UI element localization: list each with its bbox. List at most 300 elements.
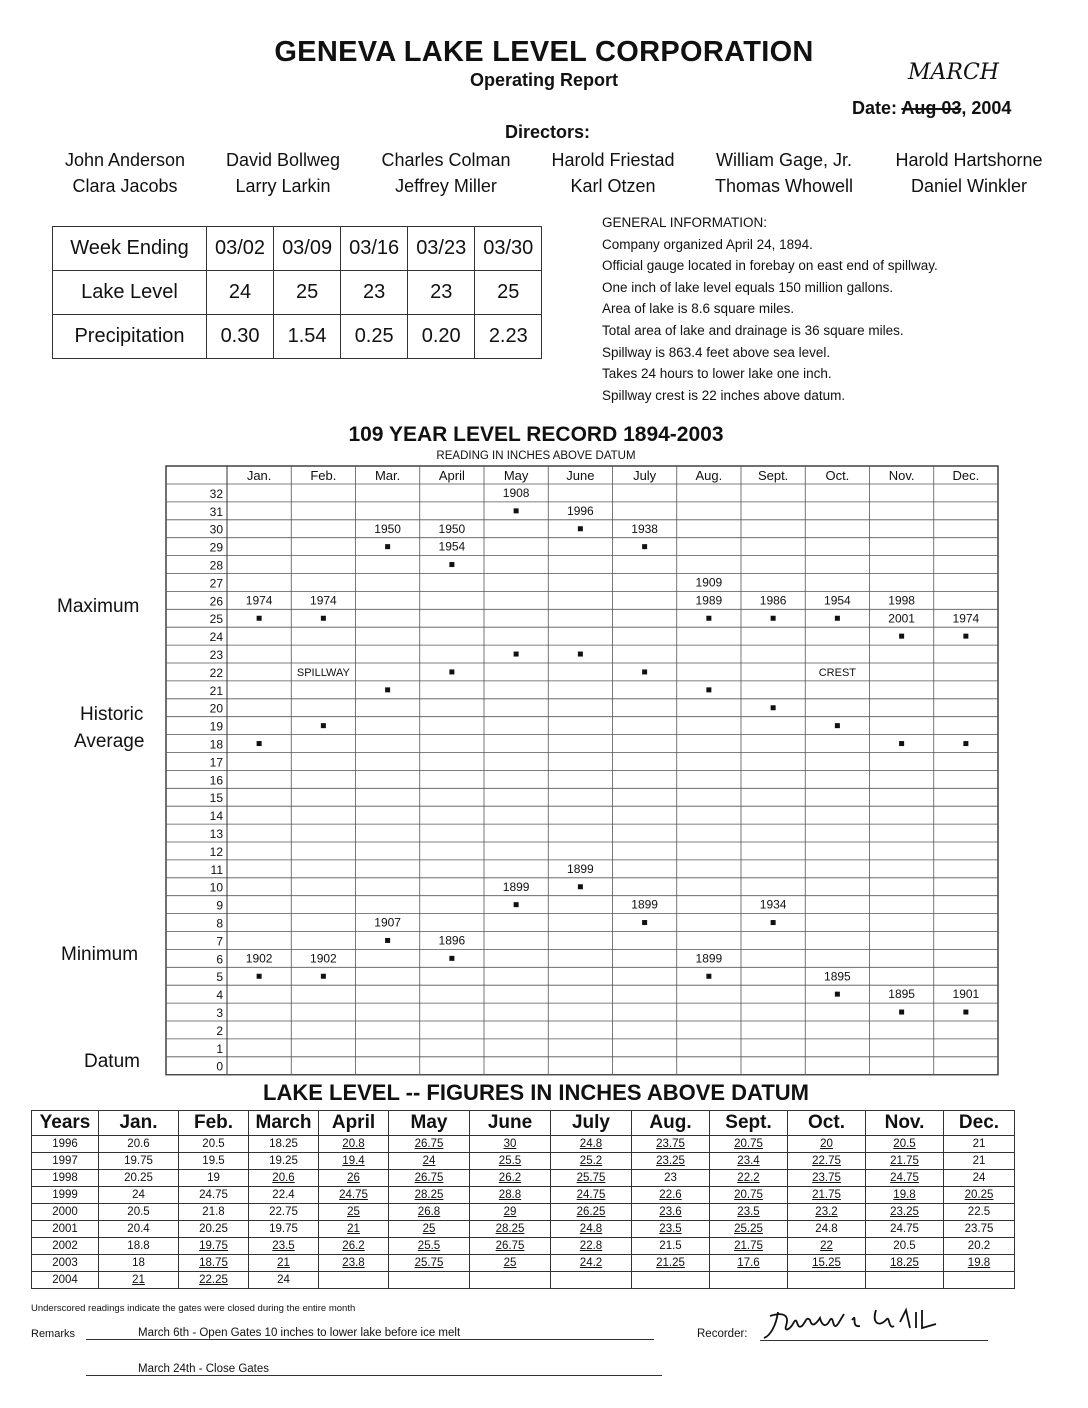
level-value-cell: 25 bbox=[389, 1221, 470, 1238]
side-label-maximum: Maximum bbox=[57, 596, 140, 617]
director-name: Charles Colman bbox=[381, 150, 511, 170]
level-value-cell bbox=[866, 1272, 944, 1289]
year-label: 1899 bbox=[502, 879, 530, 894]
month-label: Feb. bbox=[310, 468, 337, 483]
y-tick-label: 26 bbox=[209, 594, 223, 609]
data-point bbox=[321, 616, 326, 621]
level-label: Lake Level bbox=[53, 271, 207, 315]
level-cell: 25 bbox=[475, 271, 542, 315]
level-value-cell: 20.8 bbox=[319, 1136, 389, 1153]
crest-label: CREST bbox=[818, 666, 857, 679]
y-tick-label: 10 bbox=[209, 880, 223, 895]
level-value-cell: 21 bbox=[319, 1221, 389, 1238]
data-point bbox=[642, 544, 647, 549]
director-name: Clara Jacobs bbox=[72, 176, 178, 196]
general-info-line: Company organized April 24, 1894. bbox=[602, 236, 813, 252]
level-value-cell: 21.8 bbox=[179, 1204, 249, 1221]
y-tick-label: 23 bbox=[209, 648, 223, 662]
level-value-cell: 19.25 bbox=[249, 1153, 319, 1170]
year-label: 1974 bbox=[245, 593, 273, 608]
level-value-cell: 22.25 bbox=[179, 1272, 249, 1289]
level-value-cell: 21 bbox=[944, 1153, 1015, 1170]
data-point bbox=[899, 741, 904, 746]
level-value-cell: 24 bbox=[99, 1187, 179, 1204]
y-tick-label: 21 bbox=[209, 683, 223, 698]
director-name: Thomas Whowell bbox=[714, 176, 854, 196]
month-label: Dec. bbox=[952, 468, 980, 483]
y-tick-label: 11 bbox=[210, 862, 223, 877]
table-row bbox=[32, 1136, 1015, 1153]
y-tick-label: 4 bbox=[216, 988, 223, 1003]
week-cell: 03/16 bbox=[341, 227, 408, 271]
level-value-cell: 18.8 bbox=[99, 1238, 179, 1255]
year-label: 1899 bbox=[631, 897, 658, 912]
level-value-cell bbox=[788, 1272, 866, 1289]
data-point bbox=[257, 616, 262, 621]
data-point bbox=[706, 616, 711, 621]
level-value-cell: 26.2 bbox=[319, 1238, 389, 1255]
level-value-cell: 19.75 bbox=[249, 1221, 319, 1238]
level-value-cell: 20.5 bbox=[179, 1136, 249, 1153]
level-cell: 25 bbox=[274, 271, 341, 315]
table-row bbox=[32, 1153, 1015, 1170]
year-label: 1934 bbox=[759, 897, 787, 912]
year-label: 1899 bbox=[695, 951, 723, 966]
y-tick-label: 27 bbox=[209, 576, 223, 591]
month-label: Jan. bbox=[246, 468, 272, 483]
level-value-cell: 28.25 bbox=[470, 1221, 551, 1238]
level-value-cell: 19.75 bbox=[99, 1153, 179, 1170]
level-value-cell bbox=[944, 1272, 1015, 1289]
date-struck-value: Aug 03 bbox=[901, 98, 962, 118]
level-cell: 23 bbox=[408, 271, 475, 315]
level-value-cell: 24.75 bbox=[319, 1187, 389, 1204]
level-value-cell: 24.8 bbox=[551, 1136, 632, 1153]
data-point bbox=[321, 974, 326, 979]
data-point bbox=[449, 669, 454, 674]
precip-label: Precipitation bbox=[53, 315, 207, 359]
level-value-cell: 21 bbox=[944, 1136, 1015, 1153]
level-value-cell bbox=[551, 1272, 632, 1289]
level-value-cell: 26.75 bbox=[470, 1238, 551, 1255]
month-label: May bbox=[503, 468, 529, 483]
level-value-cell: 26.75 bbox=[389, 1136, 470, 1153]
level-value-cell: 21 bbox=[249, 1255, 319, 1272]
level-value-cell: 18.25 bbox=[249, 1136, 319, 1153]
director-name: Karl Otzen bbox=[570, 176, 656, 196]
year-label: 1895 bbox=[824, 969, 851, 984]
data-point bbox=[771, 920, 776, 925]
data-point bbox=[835, 992, 840, 997]
data-point bbox=[321, 723, 326, 728]
level-value-cell: 23.2 bbox=[788, 1204, 866, 1221]
figures-column-header: Years bbox=[32, 1111, 99, 1136]
y-tick-label: 14 bbox=[209, 809, 223, 824]
table-row bbox=[32, 1272, 1015, 1289]
level-value-cell: 25.5 bbox=[389, 1238, 470, 1255]
level-value-cell: 18 bbox=[99, 1255, 179, 1272]
table-row bbox=[32, 1187, 1015, 1204]
data-point bbox=[385, 938, 390, 943]
level-value-cell: 24.75 bbox=[866, 1170, 944, 1187]
side-label-datum: Datum bbox=[84, 1051, 140, 1072]
data-point bbox=[257, 974, 262, 979]
month-label: Sept. bbox=[757, 468, 789, 483]
level-value-cell bbox=[710, 1272, 788, 1289]
y-tick-label: 22 bbox=[209, 665, 223, 680]
level-value-cell: 17.6 bbox=[710, 1255, 788, 1272]
data-point bbox=[449, 956, 454, 961]
director-name: Daniel Winkler bbox=[910, 176, 1028, 196]
figures-column-header: May bbox=[389, 1111, 470, 1136]
year-cell: 1998 bbox=[32, 1170, 99, 1187]
y-tick-label: 12 bbox=[209, 844, 223, 859]
y-tick-label: 9 bbox=[216, 898, 223, 913]
level-value-cell: 25.75 bbox=[389, 1255, 470, 1272]
level-value-cell bbox=[632, 1272, 710, 1289]
level-value-cell: 22.4 bbox=[249, 1187, 319, 1204]
director-name: Harold Friestad bbox=[551, 150, 675, 170]
level-value-cell: 26.8 bbox=[389, 1204, 470, 1221]
record-chart-title: 109 YEAR LEVEL RECORD 1894-2003 bbox=[348, 423, 724, 446]
directors-title: Directors: bbox=[505, 122, 591, 142]
level-value-cell: 19.4 bbox=[319, 1153, 389, 1170]
data-point bbox=[514, 902, 519, 907]
level-value-cell: 25.75 bbox=[551, 1170, 632, 1187]
level-value-cell: 20.25 bbox=[99, 1170, 179, 1187]
level-value-cell: 22 bbox=[788, 1238, 866, 1255]
table-row bbox=[32, 1255, 1015, 1272]
level-value-cell: 21.75 bbox=[788, 1187, 866, 1204]
report-subtitle: Operating Report bbox=[469, 70, 618, 90]
y-tick-label: 2 bbox=[216, 1023, 223, 1038]
figures-column-header: March bbox=[249, 1111, 319, 1136]
figures-column-header: Nov. bbox=[866, 1111, 944, 1136]
data-point bbox=[835, 723, 840, 728]
level-cell: 23 bbox=[341, 271, 408, 315]
figures-column-header: Aug. bbox=[632, 1111, 710, 1136]
year-cell: 2000 bbox=[32, 1204, 99, 1221]
y-tick-label: 13 bbox=[209, 827, 223, 841]
level-value-cell: 22.75 bbox=[249, 1204, 319, 1221]
data-point bbox=[514, 652, 519, 657]
table-row bbox=[32, 1238, 1015, 1255]
data-point bbox=[835, 616, 840, 621]
recorder-signature bbox=[760, 1306, 988, 1341]
level-value-cell: 24.8 bbox=[788, 1221, 866, 1238]
level-value-cell: 26 bbox=[319, 1170, 389, 1187]
figures-title: LAKE LEVEL -- FIGURES IN INCHES ABOVE DATUM bbox=[263, 1080, 809, 1105]
report-title: GENEVA LAKE LEVEL CORPORATION bbox=[274, 36, 814, 68]
general-info-line: Spillway crest is 22 inches above datum. bbox=[602, 387, 846, 403]
y-tick-label: 31 bbox=[209, 504, 223, 519]
level-value-cell: 23.75 bbox=[944, 1221, 1015, 1238]
general-info-line: Total area of lake and drainage is 36 square miles. bbox=[602, 322, 904, 338]
level-value-cell: 23.6 bbox=[632, 1204, 710, 1221]
data-point bbox=[706, 974, 711, 979]
month-label: Mar. bbox=[374, 468, 401, 483]
level-value-cell: 22.75 bbox=[788, 1153, 866, 1170]
general-info-line: Area of lake is 8.6 square miles. bbox=[602, 301, 795, 317]
level-value-cell: 25.2 bbox=[551, 1153, 632, 1170]
level-value-cell: 26.25 bbox=[551, 1204, 632, 1221]
figures-column-header: Sept. bbox=[710, 1111, 788, 1136]
month-label: Oct. bbox=[825, 468, 850, 483]
director-name: Harold Hartshorne bbox=[895, 150, 1043, 170]
side-label-minimum: Minimum bbox=[61, 944, 139, 965]
y-tick-label: 30 bbox=[209, 522, 223, 537]
year-cell: 2004 bbox=[32, 1272, 99, 1289]
level-value-cell: 23 bbox=[632, 1170, 710, 1187]
level-value-cell: 20.5 bbox=[99, 1204, 179, 1221]
level-value-cell: 24.75 bbox=[866, 1221, 944, 1238]
year-cell: 2002 bbox=[32, 1238, 99, 1255]
level-value-cell: 23.25 bbox=[632, 1153, 710, 1170]
y-tick-label: 32 bbox=[209, 486, 223, 501]
data-point bbox=[578, 652, 583, 657]
y-tick-label: 15 bbox=[209, 791, 223, 806]
year-label: 1902 bbox=[245, 951, 273, 966]
year-label: 1902 bbox=[310, 951, 337, 966]
table-row bbox=[32, 1204, 1015, 1221]
level-value-cell: 20.2 bbox=[944, 1238, 1015, 1255]
data-point bbox=[706, 687, 711, 692]
data-point bbox=[257, 741, 262, 746]
level-value-cell: 24 bbox=[944, 1170, 1015, 1187]
level-value-cell: 19.8 bbox=[944, 1255, 1015, 1272]
data-point bbox=[642, 920, 647, 925]
y-tick-label: 20 bbox=[209, 701, 223, 716]
precip-cell: 2.23 bbox=[475, 315, 542, 359]
level-value-cell: 23.5 bbox=[249, 1238, 319, 1255]
year-label: 2001 bbox=[888, 611, 915, 626]
data-point bbox=[771, 705, 776, 710]
data-point bbox=[963, 634, 968, 639]
precip-cell: 0.25 bbox=[341, 315, 408, 359]
level-value-cell: 23.75 bbox=[632, 1136, 710, 1153]
level-value-cell: 22.5 bbox=[944, 1204, 1015, 1221]
year-label: 1986 bbox=[759, 593, 787, 608]
record-chart-subtitle: READING IN INCHES ABOVE DATUM bbox=[436, 450, 636, 462]
level-value-cell: 24.75 bbox=[551, 1187, 632, 1204]
table-row bbox=[32, 1170, 1015, 1187]
year-label: 1938 bbox=[631, 521, 658, 536]
year-label: 1907 bbox=[374, 915, 401, 930]
data-point bbox=[578, 526, 583, 531]
y-tick-label: 24 bbox=[209, 630, 223, 645]
y-tick-label: 7 bbox=[216, 934, 223, 949]
data-point bbox=[771, 616, 776, 621]
year-label: 1950 bbox=[374, 521, 401, 536]
year-label: 1908 bbox=[502, 485, 530, 500]
y-tick-label: 3 bbox=[216, 1006, 223, 1020]
level-value-cell: 20.5 bbox=[866, 1136, 944, 1153]
level-value-cell: 19.8 bbox=[866, 1187, 944, 1204]
signature-drawing bbox=[760, 1306, 988, 1340]
year-label: 1950 bbox=[438, 521, 466, 536]
figures-table bbox=[31, 1110, 1015, 1289]
data-point bbox=[963, 1010, 968, 1015]
y-tick-label: 0 bbox=[216, 1059, 223, 1074]
week-cell: 03/30 bbox=[475, 227, 542, 271]
year-label: 1895 bbox=[888, 987, 915, 1002]
level-value-cell: 26.2 bbox=[470, 1170, 551, 1187]
week-cell: 03/02 bbox=[207, 227, 274, 271]
week-label: Week Ending bbox=[53, 227, 207, 271]
data-point bbox=[578, 884, 583, 889]
month-label: April bbox=[438, 468, 465, 483]
level-value-cell: 25.25 bbox=[710, 1221, 788, 1238]
level-value-cell bbox=[319, 1272, 389, 1289]
director-name: David Bollweg bbox=[225, 150, 341, 170]
level-value-cell: 20.6 bbox=[99, 1136, 179, 1153]
recorder-label: Recorder: bbox=[697, 1328, 748, 1340]
year-cell: 1997 bbox=[32, 1153, 99, 1170]
level-value-cell: 25.5 bbox=[470, 1153, 551, 1170]
data-point bbox=[514, 508, 519, 513]
director-name: Jeffrey Miller bbox=[395, 176, 497, 196]
level-cell: 24 bbox=[207, 271, 274, 315]
week-cell: 03/23 bbox=[408, 227, 475, 271]
director-name: William Gage, Jr. bbox=[715, 150, 853, 170]
year-label: 1996 bbox=[567, 503, 594, 518]
date-label: Date: bbox=[852, 98, 898, 118]
y-tick-label: 18 bbox=[209, 737, 223, 752]
level-value-cell: 20.75 bbox=[710, 1136, 788, 1153]
data-point bbox=[385, 544, 390, 549]
figures-column-header: Dec. bbox=[944, 1111, 1015, 1136]
year-label: 1901 bbox=[952, 987, 980, 1002]
level-value-cell: 20.5 bbox=[866, 1238, 944, 1255]
year-label: 1989 bbox=[695, 593, 723, 608]
spillway-label: SPILLWAY bbox=[296, 666, 350, 679]
level-value-cell: 20.4 bbox=[99, 1221, 179, 1238]
y-tick-label: 19 bbox=[209, 719, 223, 734]
level-value-cell: 22.6 bbox=[632, 1187, 710, 1204]
level-value-cell: 21.25 bbox=[632, 1255, 710, 1272]
level-value-cell: 23.5 bbox=[710, 1204, 788, 1221]
data-point bbox=[449, 562, 454, 567]
level-value-cell: 24.8 bbox=[551, 1221, 632, 1238]
handwritten-month: MARCH bbox=[908, 60, 999, 85]
level-value-cell: 26.75 bbox=[389, 1170, 470, 1187]
y-tick-label: 1 bbox=[216, 1041, 223, 1056]
figures-column-header: Feb. bbox=[179, 1111, 249, 1136]
figures-header-row bbox=[32, 1111, 1015, 1136]
level-value-cell: 23.5 bbox=[632, 1221, 710, 1238]
year-label: 1954 bbox=[824, 593, 851, 608]
level-value-cell: 19.5 bbox=[179, 1153, 249, 1170]
level-value-cell: 20.6 bbox=[249, 1170, 319, 1187]
year-label: 1909 bbox=[695, 575, 723, 590]
director-name: Larry Larkin bbox=[235, 176, 331, 196]
year-label: 1896 bbox=[438, 933, 466, 948]
level-value-cell: 30 bbox=[470, 1136, 551, 1153]
level-value-cell: 25 bbox=[470, 1255, 551, 1272]
year-cell: 1996 bbox=[32, 1136, 99, 1153]
y-tick-label: 16 bbox=[209, 773, 223, 788]
year-cell: 2003 bbox=[32, 1255, 99, 1272]
remarks-label: Remarks bbox=[31, 1328, 76, 1340]
year-cell: 2001 bbox=[32, 1221, 99, 1238]
year-cell: 1999 bbox=[32, 1187, 99, 1204]
level-value-cell: 23.75 bbox=[788, 1170, 866, 1187]
month-label: Aug. bbox=[695, 468, 723, 483]
director-name: John Anderson bbox=[64, 150, 186, 170]
y-tick-label: 8 bbox=[216, 916, 223, 931]
level-value-cell: 15.25 bbox=[788, 1255, 866, 1272]
y-tick-label: 29 bbox=[209, 540, 223, 555]
precip-cell: 0.20 bbox=[408, 315, 475, 359]
month-label: Nov. bbox=[888, 468, 915, 483]
level-value-cell: 20 bbox=[788, 1136, 866, 1153]
year-label: 1954 bbox=[438, 539, 466, 554]
figures-column-header: Oct. bbox=[788, 1111, 866, 1136]
precip-cell: 0.30 bbox=[207, 315, 274, 359]
y-tick-label: 25 bbox=[209, 612, 223, 627]
level-value-cell bbox=[470, 1272, 551, 1289]
year-label: 1998 bbox=[888, 593, 915, 608]
data-point bbox=[899, 634, 904, 639]
level-value-cell: 23.25 bbox=[866, 1204, 944, 1221]
level-value-cell: 20.75 bbox=[710, 1187, 788, 1204]
remark-line-2: March 24th - Close Gates bbox=[86, 1363, 662, 1376]
data-point bbox=[385, 687, 390, 692]
level-value-cell: 24 bbox=[249, 1272, 319, 1289]
year-label: 1899 bbox=[567, 861, 594, 876]
y-tick-label: 6 bbox=[216, 952, 223, 967]
data-point bbox=[642, 669, 647, 674]
level-value-cell: 21.5 bbox=[632, 1238, 710, 1255]
level-value-cell: 18.75 bbox=[179, 1255, 249, 1272]
level-value-cell: 21.75 bbox=[866, 1153, 944, 1170]
level-value-cell: 20.25 bbox=[944, 1187, 1015, 1204]
level-value-cell: 23.8 bbox=[319, 1255, 389, 1272]
level-value-cell: 24.2 bbox=[551, 1255, 632, 1272]
general-info-title: GENERAL INFORMATION: bbox=[602, 215, 768, 230]
level-value-cell: 18.25 bbox=[866, 1255, 944, 1272]
year-label: 1974 bbox=[310, 593, 337, 608]
level-value-cell: 24 bbox=[389, 1153, 470, 1170]
y-tick-label: 5 bbox=[216, 970, 223, 985]
remark-line-1: March 6th - Open Gates 10 inches to lower lake before ice melt bbox=[86, 1327, 654, 1340]
level-value-cell: 25 bbox=[319, 1204, 389, 1221]
general-info-line: One inch of lake level equals 150 million gallons. bbox=[602, 279, 894, 295]
precip-cell: 1.54 bbox=[274, 315, 341, 359]
level-value-cell: 22.2 bbox=[710, 1170, 788, 1187]
data-point bbox=[963, 741, 968, 746]
side-label-average: Average bbox=[74, 731, 145, 752]
figures-column-header: June bbox=[470, 1111, 551, 1136]
level-value-cell bbox=[389, 1272, 470, 1289]
level-value-cell: 28.25 bbox=[389, 1187, 470, 1204]
month-label: June bbox=[566, 468, 595, 483]
underscore-note: Underscored readings indicate the gates were closed during the entire month bbox=[31, 1303, 356, 1314]
general-info-line: Official gauge located in forebay on east end of spillway. bbox=[602, 258, 938, 274]
level-value-cell: 22.8 bbox=[551, 1238, 632, 1255]
level-value-cell: 29 bbox=[470, 1204, 551, 1221]
figures-column-header: Jan. bbox=[99, 1111, 179, 1136]
figures-column-header: July bbox=[551, 1111, 632, 1136]
level-value-cell: 23.4 bbox=[710, 1153, 788, 1170]
level-value-cell: 19.75 bbox=[179, 1238, 249, 1255]
month-label: July bbox=[633, 468, 657, 483]
level-value-cell: 21.75 bbox=[710, 1238, 788, 1255]
y-tick-label: 17 bbox=[209, 755, 223, 770]
general-info-line: Takes 24 hours to lower lake one inch. bbox=[602, 366, 832, 382]
week-cell: 03/09 bbox=[274, 227, 341, 271]
side-label-historic: Historic bbox=[80, 704, 144, 725]
